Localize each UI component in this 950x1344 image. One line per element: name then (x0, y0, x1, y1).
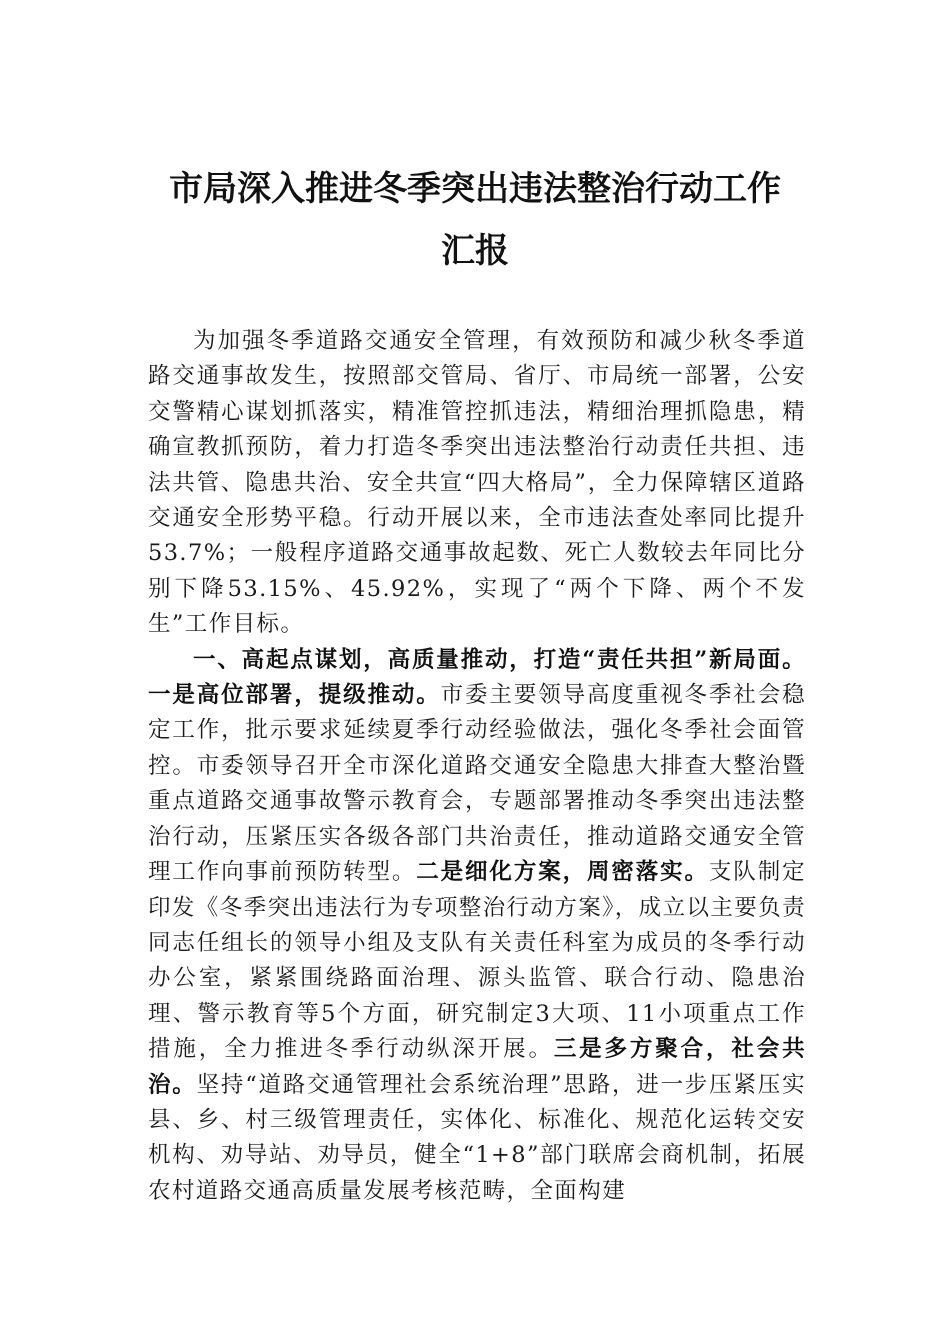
point-2-text: 支队制定印发《冬季突出违法行为专项整治行动方案》，成立以主要负责同志任组长的领导小组及支队有关责任科室为成员的冬季行动办公室，紧紧围绕路面治理、源头监管、联合行动、隐患治理、警示教育等5个方面，研究制定3大项、11小项重点工作措施，全力推进冬季行动纵深开展。 (148, 859, 806, 1063)
document-title (148, 158, 802, 282)
section-1-heading: 一、高起点谋划，高质量推动，打造“责任共担”新局面。 (193, 646, 806, 673)
title-line-1: 市局深入推进冬季突出违法整治行动工作 (169, 169, 781, 209)
intro-paragraph: 为加强冬季道路交通安全管理，有效预防和减少秋冬季道路交通事故发生，按照部交管局、省厅、市局统一部署，公安交警精心谋划抓落实，精准管控抓违法，精细治理抓隐患，精确宣教抓预防，着力打造冬季突出违法整治行动责任共担、违法共管、隐患共治、安全共宣“四大格局”，全力保障辖区道路交通安全形势平稳。行动开展以来，全市违法查处率同比提升53.7%；一般程序道路交通事故起数、死亡人数较去年同比分别下降53.15%、45.92%，实现了“两个下降、两个不发生”工作目标。 (148, 328, 806, 638)
point-3-heading: 三是多方聚合，社会共治。 (148, 1036, 806, 1098)
section-1-paragraph (148, 643, 806, 1210)
point-1-heading: 一是高位部署，提级推动。 (148, 682, 441, 709)
point-1-text: 市委主要领导高度重视冬季社会稳定工作，批示要求延续夏季行动经验做法，强化冬季社会面管控。市委领导召开全市深化道路交通安全隐患大排查大整治暨重点道路交通事故警示教育会，专题部署推动冬季突出违法整治行动，压紧压实各级各部门共治责任，推动道路交通安全管理工作向事前预防转型。 (148, 682, 806, 886)
title-line-2: 汇报 (441, 231, 509, 271)
point-3-text: 坚持“道路交通管理社会系统治理”思路，进一步压紧压实县、乡、村三级管理责任，实体化、标准化、规范化运转交安机构、劝导站、劝导员，健全“1+8”部门联席会商机制，拓展农村道路交通高质量发展考核范畴，全面构建 (148, 1071, 806, 1204)
document-body (148, 324, 806, 1209)
point-2-heading: 二是细化方案，周密落实。 (416, 859, 709, 886)
